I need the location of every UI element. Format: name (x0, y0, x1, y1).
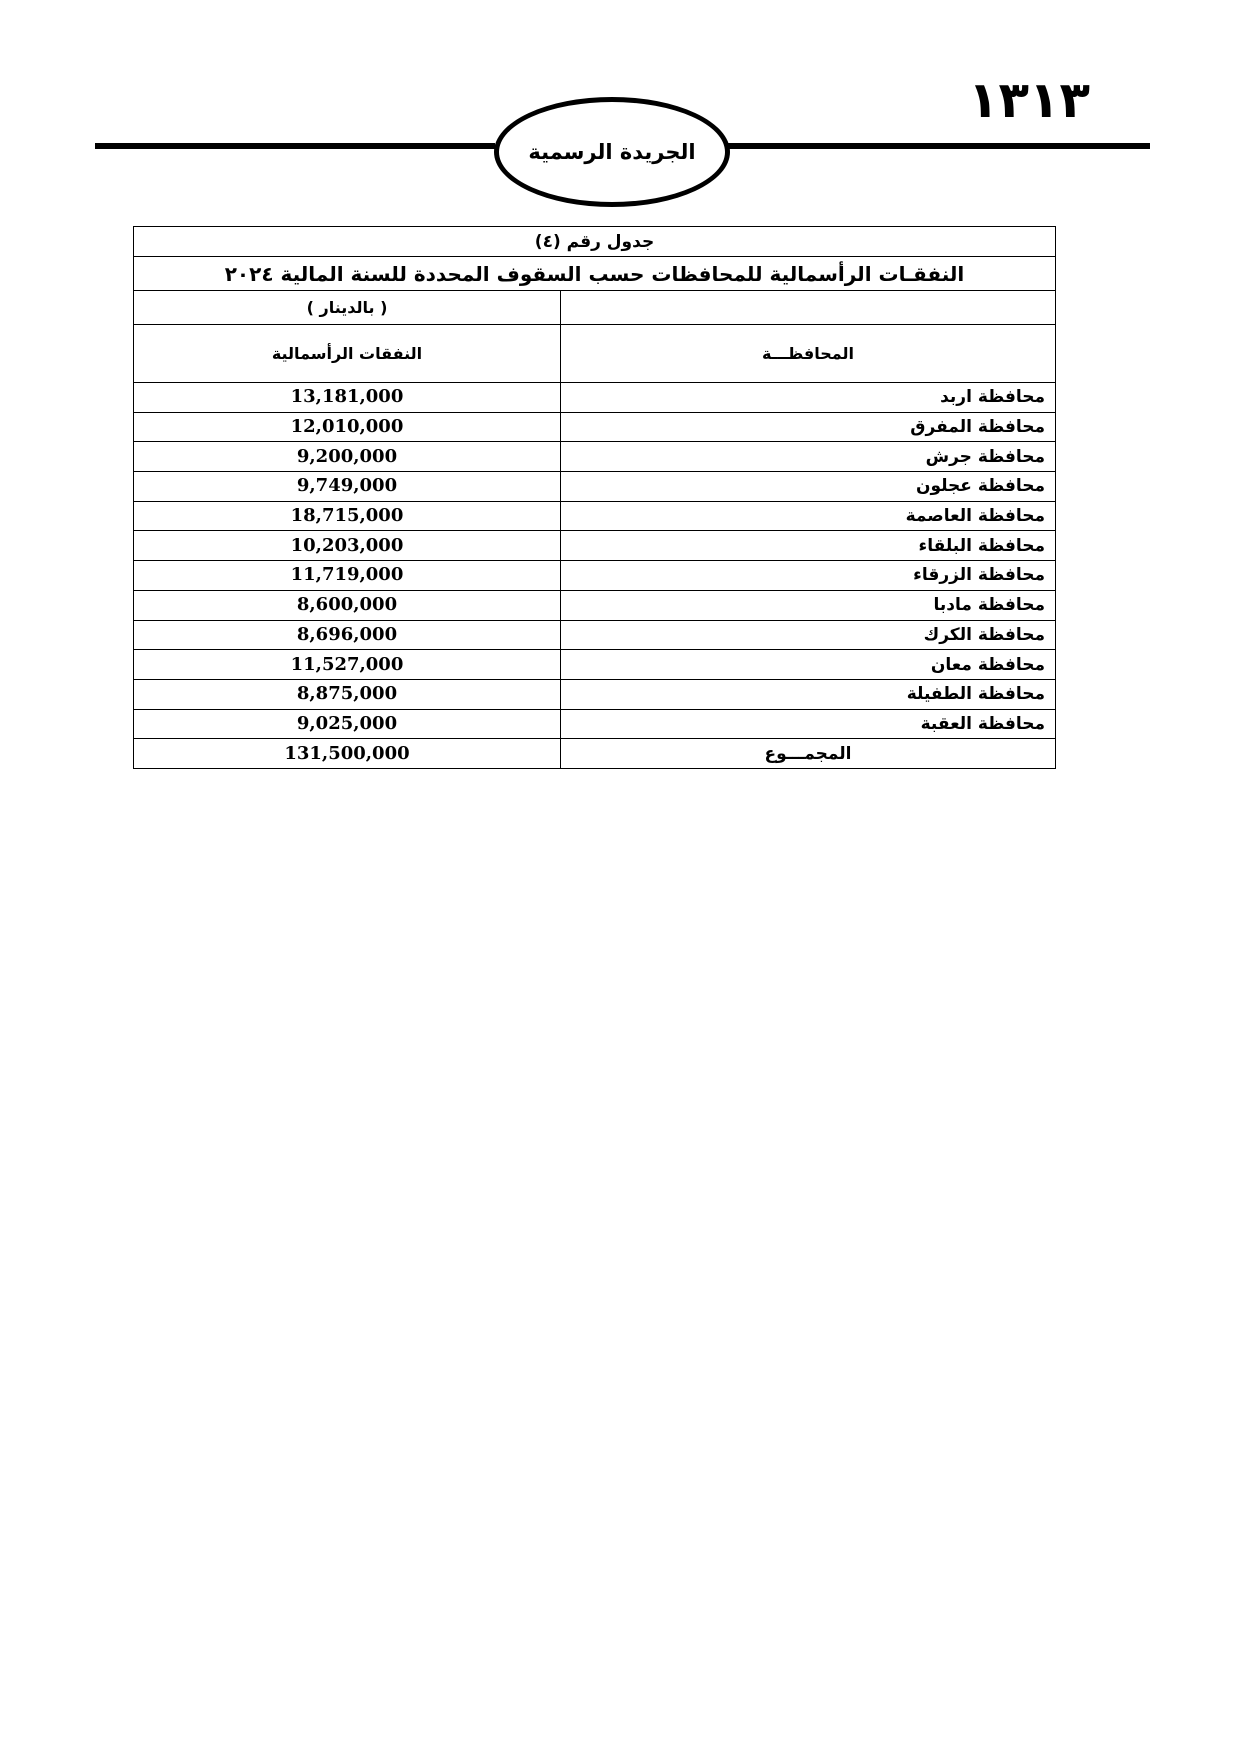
table-row (134, 412, 1056, 442)
expenditure-amount: 13,181,000 (134, 383, 561, 413)
governorate-name: محافظة مادبا (561, 590, 1056, 620)
gazette-name: الجريدة الرسمية (528, 140, 696, 164)
table-row (134, 531, 1056, 561)
governorate-name: محافظة معان (561, 650, 1056, 680)
governorate-name: محافظة الطفيلة (561, 679, 1056, 709)
capital-expenditure-table (133, 226, 1056, 769)
expenditure-amount: 8,696,000 (134, 620, 561, 650)
table-title-row (134, 257, 1056, 291)
expenditure-amount: 9,025,000 (134, 709, 561, 739)
column-header-governorate: المحافظـــة (561, 325, 1056, 383)
governorate-name: محافظة اربد (561, 383, 1056, 413)
expenditure-amount: 11,719,000 (134, 561, 561, 591)
expenditure-amount: 8,600,000 (134, 590, 561, 620)
table-row (134, 383, 1056, 413)
currency-unit: ( بالدينار ) (134, 291, 561, 325)
expenditure-amount: 9,749,000 (134, 472, 561, 502)
expenditure-amount: 10,203,000 (134, 531, 561, 561)
table-row (134, 561, 1056, 591)
gazette-masthead (494, 97, 730, 207)
table-row (134, 650, 1056, 680)
expenditure-amount: 8,875,000 (134, 679, 561, 709)
governorate-name: محافظة المفرق (561, 412, 1056, 442)
table-row (134, 472, 1056, 502)
governorate-name: محافظة جرش (561, 442, 1056, 472)
governorate-name: محافظة عجلون (561, 472, 1056, 502)
expenditure-amount: 11,527,000 (134, 650, 561, 680)
table-caption-row (134, 227, 1056, 257)
governorate-name: محافظة العقبة (561, 709, 1056, 739)
governorate-name: محافظة الكرك (561, 620, 1056, 650)
expenditure-amount: 18,715,000 (134, 501, 561, 531)
header-rule-left (95, 143, 495, 149)
table-row (134, 709, 1056, 739)
table-unit-row (134, 291, 1056, 325)
governorate-name: محافظة البلقاء (561, 531, 1056, 561)
table-row (134, 501, 1056, 531)
unit-empty-cell (561, 291, 1056, 325)
header-rule-right (725, 143, 1150, 149)
table-total-row (134, 739, 1056, 769)
table-header-row (134, 325, 1056, 383)
governorate-name: محافظة العاصمة (561, 501, 1056, 531)
table-caption: جدول رقم (٤) (134, 227, 1056, 257)
table-row (134, 590, 1056, 620)
page-number: ١٣١٣ (968, 71, 1091, 129)
expenditure-amount: 12,010,000 (134, 412, 561, 442)
table-title: النفقـات الرأسمالية للمحافظات حسب السقوف المحددة للسنة المالية ٢٠٢٤ (134, 257, 1056, 291)
column-header-capital-expenditure: النفقات الرأسمالية (134, 325, 561, 383)
governorate-name: محافظة الزرقاء (561, 561, 1056, 591)
table-row (134, 442, 1056, 472)
expenditure-amount: 9,200,000 (134, 442, 561, 472)
total-label: المجمـــوع (561, 739, 1056, 769)
table-row (134, 679, 1056, 709)
table-row (134, 620, 1056, 650)
total-amount: 131,500,000 (134, 739, 561, 769)
